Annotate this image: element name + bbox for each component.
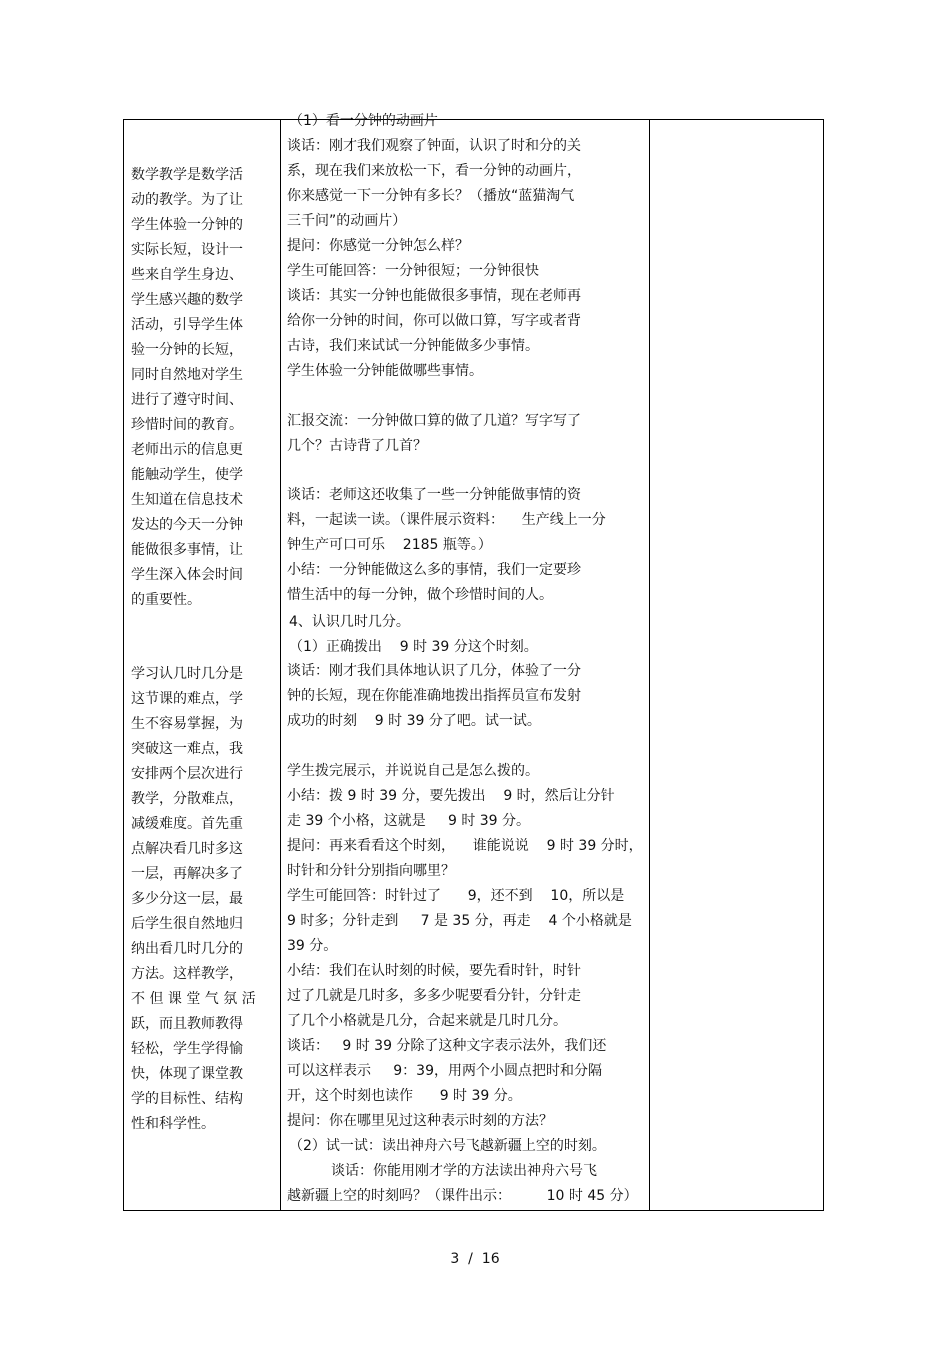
text-line: 快，体现了课堂教 bbox=[131, 1066, 243, 1082]
text-line: 性和科学性。 bbox=[131, 1116, 215, 1132]
page-number: 3 / 16 bbox=[450, 1251, 500, 1267]
text-line: （2）试一试：读出神舟六号飞越新疆上空的时刻。 bbox=[289, 1138, 606, 1154]
text-line: （1）看一分钟的动画片 bbox=[289, 113, 438, 129]
text-line: 小结：拨 9 时 39 分，要先拨出 9 时，然后让分针 bbox=[287, 788, 615, 804]
text-line: 提问：你在哪里见过这种表示时刻的方法？ bbox=[287, 1113, 553, 1129]
text-line: 学习认几时几分是 bbox=[131, 666, 243, 682]
text-line: 学生体验一分钟能做哪些事情。 bbox=[287, 363, 483, 379]
text-line: 方法。这样教学， bbox=[131, 966, 243, 982]
text-line: 汇报交流：一分钟做口算的做了几道？写字写了 bbox=[287, 413, 581, 429]
text-line: 减缓难度。首先重 bbox=[131, 816, 243, 832]
text-line: 生不容易掌握，为 bbox=[131, 716, 243, 732]
text-line: 学生可能回答：时针过了 9，还不到 10，所以是 bbox=[287, 888, 625, 904]
text-line: 古诗，我们来试试一分钟能做多少事情。 bbox=[287, 338, 539, 354]
text-line: 三千问”的动画片） bbox=[287, 213, 407, 229]
text-line: 谈话：刚才我们具体地认识了几分，体验了一分 bbox=[287, 663, 581, 679]
text-line: 学生深入体会时间 bbox=[131, 567, 243, 583]
text-line: 纳出看几时几分的 bbox=[131, 941, 243, 957]
text-line: 老师出示的信息更 bbox=[131, 442, 243, 458]
text-line: 小结：一分钟能做这么多的事情，我们一定要珍 bbox=[287, 562, 581, 578]
text-line: 越新疆上空的时刻吗？（课件出示： 10 时 45 分） bbox=[287, 1188, 638, 1204]
column-divider bbox=[649, 120, 650, 1210]
text-line: 9 时多；分针走到 7 是 35 分，再走 4 个小格就是 bbox=[287, 913, 632, 929]
text-line: 学生感兴趣的数学 bbox=[131, 292, 243, 308]
text-line: 谈话：刚才我们观察了钟面，认识了时和分的关 bbox=[287, 138, 581, 154]
text-line: 进行了遵守时间、 bbox=[131, 392, 243, 408]
text-line: 系，现在我们来放松一下，看一分钟的动画片， bbox=[287, 163, 581, 179]
text-line: 发达的今天一分钟 bbox=[131, 517, 243, 533]
text-line: 突破这一难点，我 bbox=[131, 741, 243, 757]
text-line: 活动，引导学生体 bbox=[131, 317, 243, 333]
text-line: 学的目标性、结构 bbox=[131, 1091, 243, 1107]
text-line: 实际长短，设计一 bbox=[131, 242, 243, 258]
text-line: 跃，而且教师教得 bbox=[131, 1016, 243, 1032]
text-line: 后学生很自然地归 bbox=[131, 916, 243, 932]
text-line: 轻松，学生学得愉 bbox=[131, 1041, 243, 1057]
text-line: 过了几就是几时多，多多少呢要看分针，分针走 bbox=[287, 988, 581, 1004]
text-line: 生知道在信息技术 bbox=[131, 492, 243, 508]
text-line: 给你一分钟的时间，你可以做口算，写字或者背 bbox=[287, 313, 581, 329]
text-line: 可以这样表示 9：39，用两个小圆点把时和分隔 bbox=[287, 1063, 602, 1079]
text-line: 4、认识几时几分。 bbox=[289, 614, 410, 630]
text-line: 几个？古诗背了几首？ bbox=[287, 438, 427, 454]
text-line: 学生拨完展示，并说说自己是怎么拨的。 bbox=[287, 763, 539, 779]
text-line: 39 分。 bbox=[287, 938, 338, 954]
text-line: 学生体验一分钟的 bbox=[131, 217, 243, 233]
text-line: （1）正确拨出 9 时 39 分这个时刻。 bbox=[289, 639, 538, 655]
text-line: 谈话：其实一分钟也能做很多事情，现在老师再 bbox=[287, 288, 581, 304]
text-line: 这节课的难点，学 bbox=[131, 691, 243, 707]
text-line: 能触动学生，使学 bbox=[131, 467, 243, 483]
text-line: 小结：我们在认时刻的时候，要先看时针，时针 bbox=[287, 963, 581, 979]
text-line: 教学，分散难点， bbox=[131, 791, 243, 807]
text-line: 珍惜时间的教育。 bbox=[131, 417, 243, 433]
text-line: 钟生产可口可乐 2185 瓶等。） bbox=[287, 537, 492, 553]
text-line: 开，这个时刻也读作 9 时 39 分。 bbox=[287, 1088, 522, 1104]
text-line: 多少分这一层，最 bbox=[131, 891, 243, 907]
text-line: 验一分钟的长短， bbox=[131, 342, 243, 358]
text-line: 数学教学是数学活 bbox=[131, 167, 243, 183]
text-line: 谈话：你能用刚才学的方法读出神舟六号飞 bbox=[331, 1163, 597, 1179]
text-line: 料，一起读一读。（课件展示资料： 生产线上一分 bbox=[287, 512, 606, 528]
text-line: 了几个小格就是几分，合起来就是几时几分。 bbox=[287, 1013, 567, 1029]
text-line: 动的教学。为了让 bbox=[131, 192, 243, 208]
text-line: 走 39 个小格，这就是 9 时 39 分。 bbox=[287, 813, 531, 829]
text-line: 你来感觉一下一分钟有多长？（播放“蓝猫淘气 bbox=[287, 188, 575, 204]
text-line: 能做很多事情，让 bbox=[131, 542, 243, 558]
text-line: 谈话：老师这还收集了一些一分钟能做事情的资 bbox=[287, 487, 581, 503]
text-line: 不 但 课 堂 气 氛 活 bbox=[131, 991, 256, 1007]
column-divider bbox=[280, 120, 281, 1210]
text-line: 点解决看几时多这 bbox=[131, 841, 243, 857]
text-line: 一层，再解决多了 bbox=[131, 866, 243, 882]
text-line: 些来自学生身边、 bbox=[131, 267, 243, 283]
text-line: 提问：你感觉一分钟怎么样？ bbox=[287, 238, 469, 254]
text-line: 同时自然地对学生 bbox=[131, 367, 243, 383]
text-line: 提问：再来看看这个时刻， 谁能说说 9 时 39 分时， bbox=[287, 838, 643, 854]
text-line: 安排两个层次进行 bbox=[131, 766, 243, 782]
text-line: 成功的时刻 9 时 39 分了吧。试一试。 bbox=[287, 713, 541, 729]
text-line: 时针和分针分别指向哪里？ bbox=[287, 863, 455, 879]
text-line: 钟的长短，现在你能准确地拨出指挥员宣布发射 bbox=[287, 688, 581, 704]
text-line: 的重要性。 bbox=[131, 592, 201, 608]
text-line: 惜生活中的每一分钟，做个珍惜时间的人。 bbox=[287, 587, 553, 603]
text-line: 学生可能回答：一分钟很短；一分钟很快 bbox=[287, 263, 539, 279]
text-line: 谈话： 9 时 39 分除了这种文字表示法外，我们还 bbox=[287, 1038, 607, 1054]
